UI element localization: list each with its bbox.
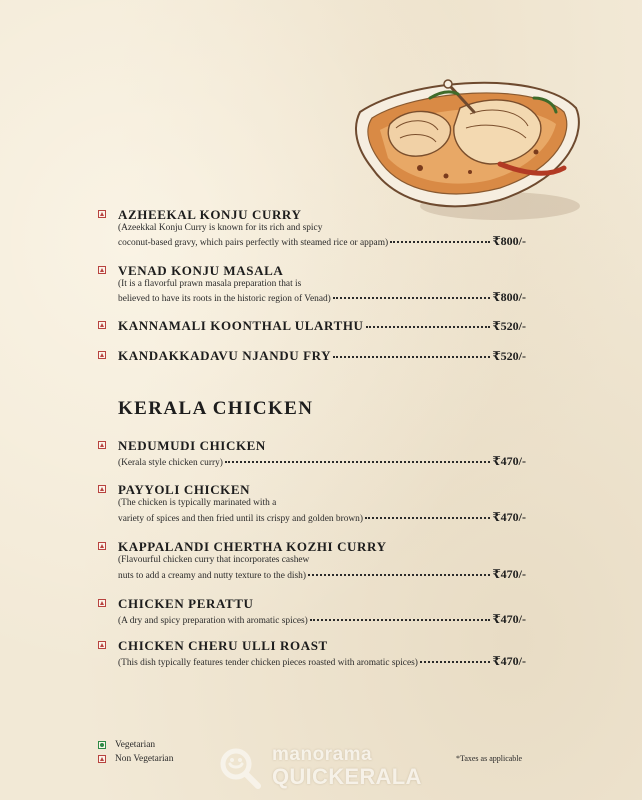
- menu-item: [98, 638, 526, 668]
- menu-item-name: CHICKEN CHERU ULLI ROAST: [118, 638, 328, 653]
- section-title: KERALA CHICKEN: [118, 398, 314, 419]
- menu-item: [98, 348, 526, 366]
- menu-item: [98, 596, 526, 626]
- menu-item-description: (The chicken is typically marinated with a: [118, 498, 277, 508]
- curry-bowl-illustration: [350, 68, 586, 228]
- watermark-text: manorama: [272, 744, 373, 765]
- dotted-leader: [390, 231, 490, 243]
- non-veg-marker-icon: [98, 266, 106, 274]
- menu-item: [98, 318, 526, 336]
- menu-item: [98, 207, 526, 247]
- watermark-logo: [216, 742, 442, 792]
- menu-item: [98, 263, 526, 303]
- menu-item-price: ₹800/-: [492, 234, 526, 248]
- menu-item-price: ₹520/-: [492, 349, 526, 363]
- menu-item-description: (Azeekkal Konju Curry is known for its rich and spicy: [118, 223, 323, 233]
- legend-nonveg-label: Non Vegetarian: [115, 754, 174, 764]
- non-veg-marker-icon: [98, 441, 106, 449]
- non-veg-marker-icon: [98, 351, 106, 359]
- legend-veg-label: Vegetarian: [115, 740, 156, 750]
- menu-item: [98, 539, 526, 581]
- menu-item-description: (Kerala style chicken curry): [118, 458, 223, 468]
- non-veg-marker-icon: [98, 755, 106, 763]
- menu-item-name: KAPPALANDI CHERTHA KOZHI CURRY: [118, 539, 387, 554]
- dotted-leader: [310, 609, 491, 621]
- dotted-leader: [365, 507, 490, 519]
- menu-item-name: NEDUMUDI CHICKEN: [118, 438, 266, 453]
- non-veg-marker-icon: [98, 599, 106, 607]
- menu-item-description: (It is a flavorful prawn masala preparation that is: [118, 279, 302, 289]
- menu-item-price: ₹470/-: [492, 454, 526, 468]
- menu-item-name: KANDAKKADAVU NJANDU FRY: [118, 348, 332, 363]
- dotted-leader: [333, 287, 491, 299]
- menu-item: [98, 482, 526, 524]
- menu-item-name: PAYYOLI CHICKEN: [118, 482, 251, 497]
- menu-item-description: believed to have its roots in the historic region of Venad): [118, 294, 331, 304]
- menu-item-name: VENAD KONJU MASALA: [118, 263, 284, 278]
- menu-item-name: CHICKEN PERATTU: [118, 596, 254, 611]
- tax-note: *Taxes as applicable: [456, 754, 523, 763]
- menu-item-description: variety of spices and then fried until its crispy and golden brown): [118, 514, 363, 524]
- non-veg-marker-icon: [98, 542, 106, 550]
- menu-item-price: ₹470/-: [492, 612, 526, 626]
- watermark-text: QUICKERALA: [272, 764, 422, 789]
- dotted-leader: [333, 346, 490, 358]
- menu-item-description: nuts to add a creamy and nutty texture to the dish): [118, 571, 306, 581]
- menu-item-name: KANNAMALI KOONTHAL ULARTHU: [118, 318, 364, 333]
- menu-item-description: (A dry and spicy preparation with aromatic spices): [118, 616, 308, 626]
- non-veg-marker-icon: [98, 485, 106, 493]
- menu-item-description: coconut-based gravy, which pairs perfectly with steamed rice or appam): [118, 238, 389, 248]
- menu-item-description: (Flavourful chicken curry that incorporates cashew: [118, 555, 310, 565]
- menu-item: [98, 438, 526, 468]
- dotted-leader: [420, 651, 490, 663]
- legend-veg: [98, 740, 155, 750]
- menu-item-price: ₹470/-: [492, 510, 526, 524]
- menu-item-description: (This dish typically features tender chicken pieces roasted with aromatic spices): [118, 658, 418, 668]
- dotted-leader: [366, 316, 491, 328]
- non-veg-marker-icon: [98, 321, 106, 329]
- menu-item-price: ₹800/-: [492, 290, 526, 304]
- magnifier-icon: [216, 744, 262, 790]
- non-veg-marker-icon: [98, 210, 106, 218]
- dotted-leader: [225, 451, 490, 463]
- dotted-leader: [308, 564, 490, 576]
- menu-item-price: ₹520/-: [492, 319, 526, 333]
- menu-item-price: ₹470/-: [492, 654, 526, 668]
- menu-item-price: ₹470/-: [492, 567, 526, 581]
- menu-item-name: AZHEEKAL KONJU CURRY: [118, 207, 302, 222]
- non-veg-marker-icon: [98, 641, 106, 649]
- legend-nonveg: [98, 754, 173, 764]
- veg-marker-icon: [98, 741, 106, 749]
